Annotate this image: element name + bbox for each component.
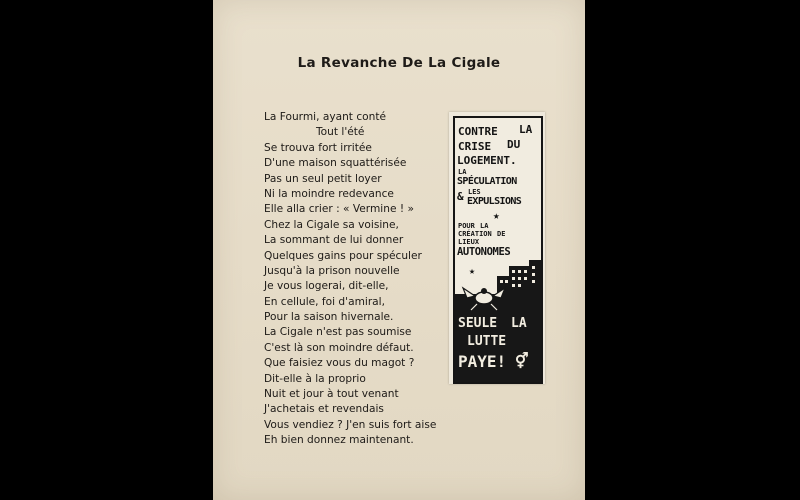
poem-line: Tout l'été — [316, 126, 365, 139]
poster-text: LA — [519, 123, 533, 136]
poster-paper — [213, 0, 585, 500]
poster-text: CRÉATION — [458, 230, 492, 238]
poster-text: LA — [458, 168, 467, 176]
poem-line: Nuit et jour à tout venant — [264, 388, 399, 401]
poster-text: LIEUX — [458, 238, 480, 246]
poster-text: DU — [507, 138, 521, 151]
poem-line: D'une maison squattérisée — [264, 157, 407, 170]
poster-text: AUTONOMES — [457, 246, 511, 258]
star-icon: ★ — [469, 266, 476, 277]
slogan-text: LA — [511, 316, 527, 331]
cicada-icon — [461, 284, 507, 312]
poem-line: La sommant de lui donner — [264, 234, 404, 247]
poem-line: La Cigale n'est pas soumise — [264, 326, 412, 339]
poem-line: Quelques gains pour spéculer — [264, 249, 422, 262]
slogan-text: LUTTE — [467, 334, 507, 349]
poem-line: Vous vendiez ? J'en suis fort aise — [264, 418, 437, 431]
poem-line: En cellule, foi d'amiral, — [264, 295, 385, 308]
poem-line: Je vous logerai, dit-elle, — [264, 280, 389, 293]
poem-line: Ni la moindre redevance — [264, 187, 394, 200]
poster-slogan-block — [455, 294, 541, 382]
poem-line: Eh bien donnez maintenant. — [264, 434, 414, 447]
poster-text: LA — [480, 222, 489, 230]
poem-line: Jusqu'à la prison nouvelle — [264, 264, 400, 277]
poem-line: Pour la saison hivernale. — [264, 311, 394, 324]
symbol-icon: ⚥ — [515, 352, 529, 370]
poster-text: & — [457, 190, 464, 203]
poem-line: Elle alla crier : « Vermine ! » — [264, 203, 414, 216]
poem-line: Chez la Cigale sa voisine, — [264, 218, 399, 231]
poem-line: Que faisiez vous du magot ? — [264, 357, 415, 370]
slogan-text: SEULE — [458, 316, 498, 331]
poster-text: DE — [497, 230, 506, 238]
protest-poster — [449, 112, 545, 384]
poem-line: Dit-elle à la proprio — [264, 372, 366, 385]
star-icon: ★ — [493, 209, 500, 222]
poem-line: Pas un seul petit loyer — [264, 172, 382, 185]
poem-line: Se trouva fort irritée — [264, 141, 372, 154]
poster-text: LES — [468, 188, 481, 196]
poster-text: CRISE — [458, 140, 492, 153]
poem-line: C'est là son moindre défaut. — [264, 341, 414, 354]
poster-text: CONTRE — [458, 125, 498, 138]
slogan-text: PAYE! — [458, 352, 507, 371]
poem-line: La Fourmi, ayant conté — [264, 111, 387, 123]
poster-text: POUR — [458, 222, 475, 230]
poem-line: J'achetais et revendais — [264, 403, 384, 416]
poster-text: LOGEMENT. — [457, 154, 517, 167]
poster-text: SPÉCULATION — [457, 176, 517, 187]
poster-text: EXPULSIONS — [467, 196, 522, 207]
page-title: La Revanche De La Cigale — [297, 55, 501, 71]
poster-frame — [453, 116, 543, 384]
